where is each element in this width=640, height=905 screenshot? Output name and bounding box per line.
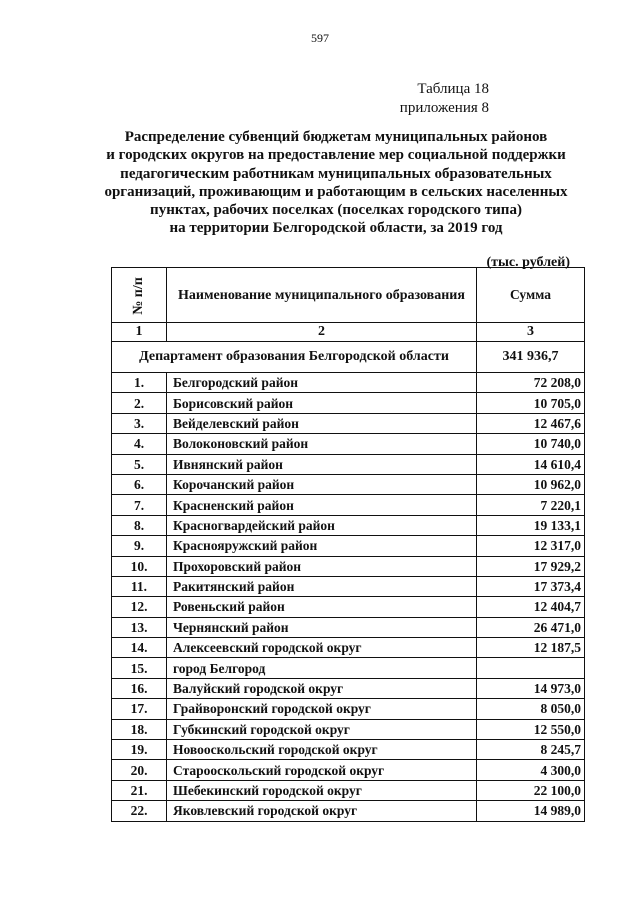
row-number: 22. [112, 801, 167, 821]
row-number: 16. [112, 678, 167, 698]
row-number: 15. [112, 658, 167, 678]
row-sum: 26 471,0 [477, 617, 585, 637]
row-sum: 8 245,7 [477, 740, 585, 760]
department-sum: 341 936,7 [477, 342, 585, 373]
column-index-row [112, 323, 585, 342]
table-number: Таблица 18 [417, 81, 489, 97]
row-number: 4. [112, 434, 167, 454]
row-number: 20. [112, 760, 167, 780]
row-number: 19. [112, 740, 167, 760]
row-name: Вейделевский район [167, 413, 477, 433]
page-number: 597 [311, 31, 329, 45]
row-name: Белгородский район [167, 373, 477, 393]
row-name: Губкинский городской округ [167, 719, 477, 739]
row-name: Прохоровский район [167, 556, 477, 576]
row-number: 11. [112, 576, 167, 596]
row-sum: 12 317,0 [477, 536, 585, 556]
row-name: Волоконовский район [167, 434, 477, 454]
table-row [112, 536, 585, 556]
row-name: Шебекинский городской округ [167, 780, 477, 800]
row-name: Валуйский городской округ [167, 678, 477, 698]
department-row [112, 342, 585, 373]
column-index: 2 [167, 323, 477, 342]
table-row [112, 515, 585, 535]
table-row [112, 658, 585, 678]
title-line: пунктах, рабочих поселках (поселках городского типа) [150, 202, 522, 219]
row-number: 1. [112, 373, 167, 393]
header-name: Наименование муниципального образования [167, 268, 477, 323]
row-number: 6. [112, 474, 167, 494]
row-sum: 4 300,0 [477, 760, 585, 780]
row-number: 13. [112, 617, 167, 637]
row-name: Ракитянский район [167, 576, 477, 596]
row-name: Ровеньский район [167, 597, 477, 617]
row-sum: 10 740,0 [477, 434, 585, 454]
unit-label: (тыс. рублей) [486, 255, 570, 270]
row-name: Красногвардейский район [167, 515, 477, 535]
row-sum: 14 610,4 [477, 454, 585, 474]
appendix-number: приложения 8 [399, 100, 489, 116]
table-row [112, 699, 585, 719]
table-row [112, 740, 585, 760]
header-number: № п/п [131, 276, 146, 315]
row-number: 12. [112, 597, 167, 617]
row-name: Старооскольский городской округ [167, 760, 477, 780]
row-name: Чернянский район [167, 617, 477, 637]
row-sum: 14 973,0 [477, 678, 585, 698]
table-row [112, 678, 585, 698]
department-name: Департамент образования Белгородской области [112, 342, 477, 373]
row-number: 8. [112, 515, 167, 535]
row-sum: 12 467,6 [477, 413, 585, 433]
row-sum: 19 133,1 [477, 515, 585, 535]
title-line: на территории Белгородской области, за 2019 год [169, 220, 503, 237]
row-number: 5. [112, 454, 167, 474]
table-row [112, 373, 585, 393]
table-row [112, 760, 585, 780]
row-name: Ивнянский район [167, 454, 477, 474]
table-row [112, 413, 585, 433]
title-line: педагогическим работникам муниципальных образовательных [120, 165, 552, 182]
title-line: и городских округов на предоставление мер социальной поддержки [106, 147, 566, 164]
table-row [112, 597, 585, 617]
table-row [112, 576, 585, 596]
row-number: 21. [112, 780, 167, 800]
row-sum: 10 962,0 [477, 474, 585, 494]
column-index: 3 [477, 323, 585, 342]
table-row [112, 638, 585, 658]
row-number: 2. [112, 393, 167, 413]
header-number-cell [112, 268, 167, 323]
table-row [112, 617, 585, 637]
row-sum: 12 550,0 [477, 719, 585, 739]
row-name: Алексеевский городской округ [167, 638, 477, 658]
column-index: 1 [112, 323, 167, 342]
header-row [112, 268, 585, 323]
row-sum: 7 220,1 [477, 495, 585, 515]
row-sum: 17 929,2 [477, 556, 585, 576]
row-number: 3. [112, 413, 167, 433]
table-row [112, 434, 585, 454]
row-number: 10. [112, 556, 167, 576]
row-name: Краснояружский район [167, 536, 477, 556]
row-sum: 10 705,0 [477, 393, 585, 413]
document-title [90, 128, 582, 238]
row-number: 9. [112, 536, 167, 556]
row-name: Яковлевский городской округ [167, 801, 477, 821]
row-name: Борисовский район [167, 393, 477, 413]
title-line: организаций, проживающим и работающим в сельских населенных [104, 183, 568, 200]
table-row [112, 495, 585, 515]
row-sum [477, 658, 585, 678]
row-name: Корочанский район [167, 474, 477, 494]
row-name: город Белгород [167, 658, 477, 678]
appendix-reference [400, 80, 489, 118]
row-sum: 72 208,0 [477, 373, 585, 393]
table-row [112, 780, 585, 800]
row-name: Красненский район [167, 495, 477, 515]
table-row [112, 801, 585, 821]
row-sum: 8 050,0 [477, 699, 585, 719]
table-row [112, 454, 585, 474]
table-row [112, 393, 585, 413]
row-sum: 12 404,7 [477, 597, 585, 617]
row-sum: 12 187,5 [477, 638, 585, 658]
row-number: 17. [112, 699, 167, 719]
header-sum: Сумма [477, 268, 585, 323]
subvention-table [111, 267, 585, 822]
row-name: Новооскольский городской округ [167, 740, 477, 760]
row-sum: 22 100,0 [477, 780, 585, 800]
row-sum: 14 989,0 [477, 801, 585, 821]
table-row [112, 556, 585, 576]
table-row [112, 474, 585, 494]
row-number: 7. [112, 495, 167, 515]
table-row [112, 719, 585, 739]
row-sum: 17 373,4 [477, 576, 585, 596]
row-name: Грайворонский городской округ [167, 699, 477, 719]
row-number: 18. [112, 719, 167, 739]
title-line: Распределение субвенций бюджетам муниципальных районов [124, 129, 548, 145]
row-number: 14. [112, 638, 167, 658]
